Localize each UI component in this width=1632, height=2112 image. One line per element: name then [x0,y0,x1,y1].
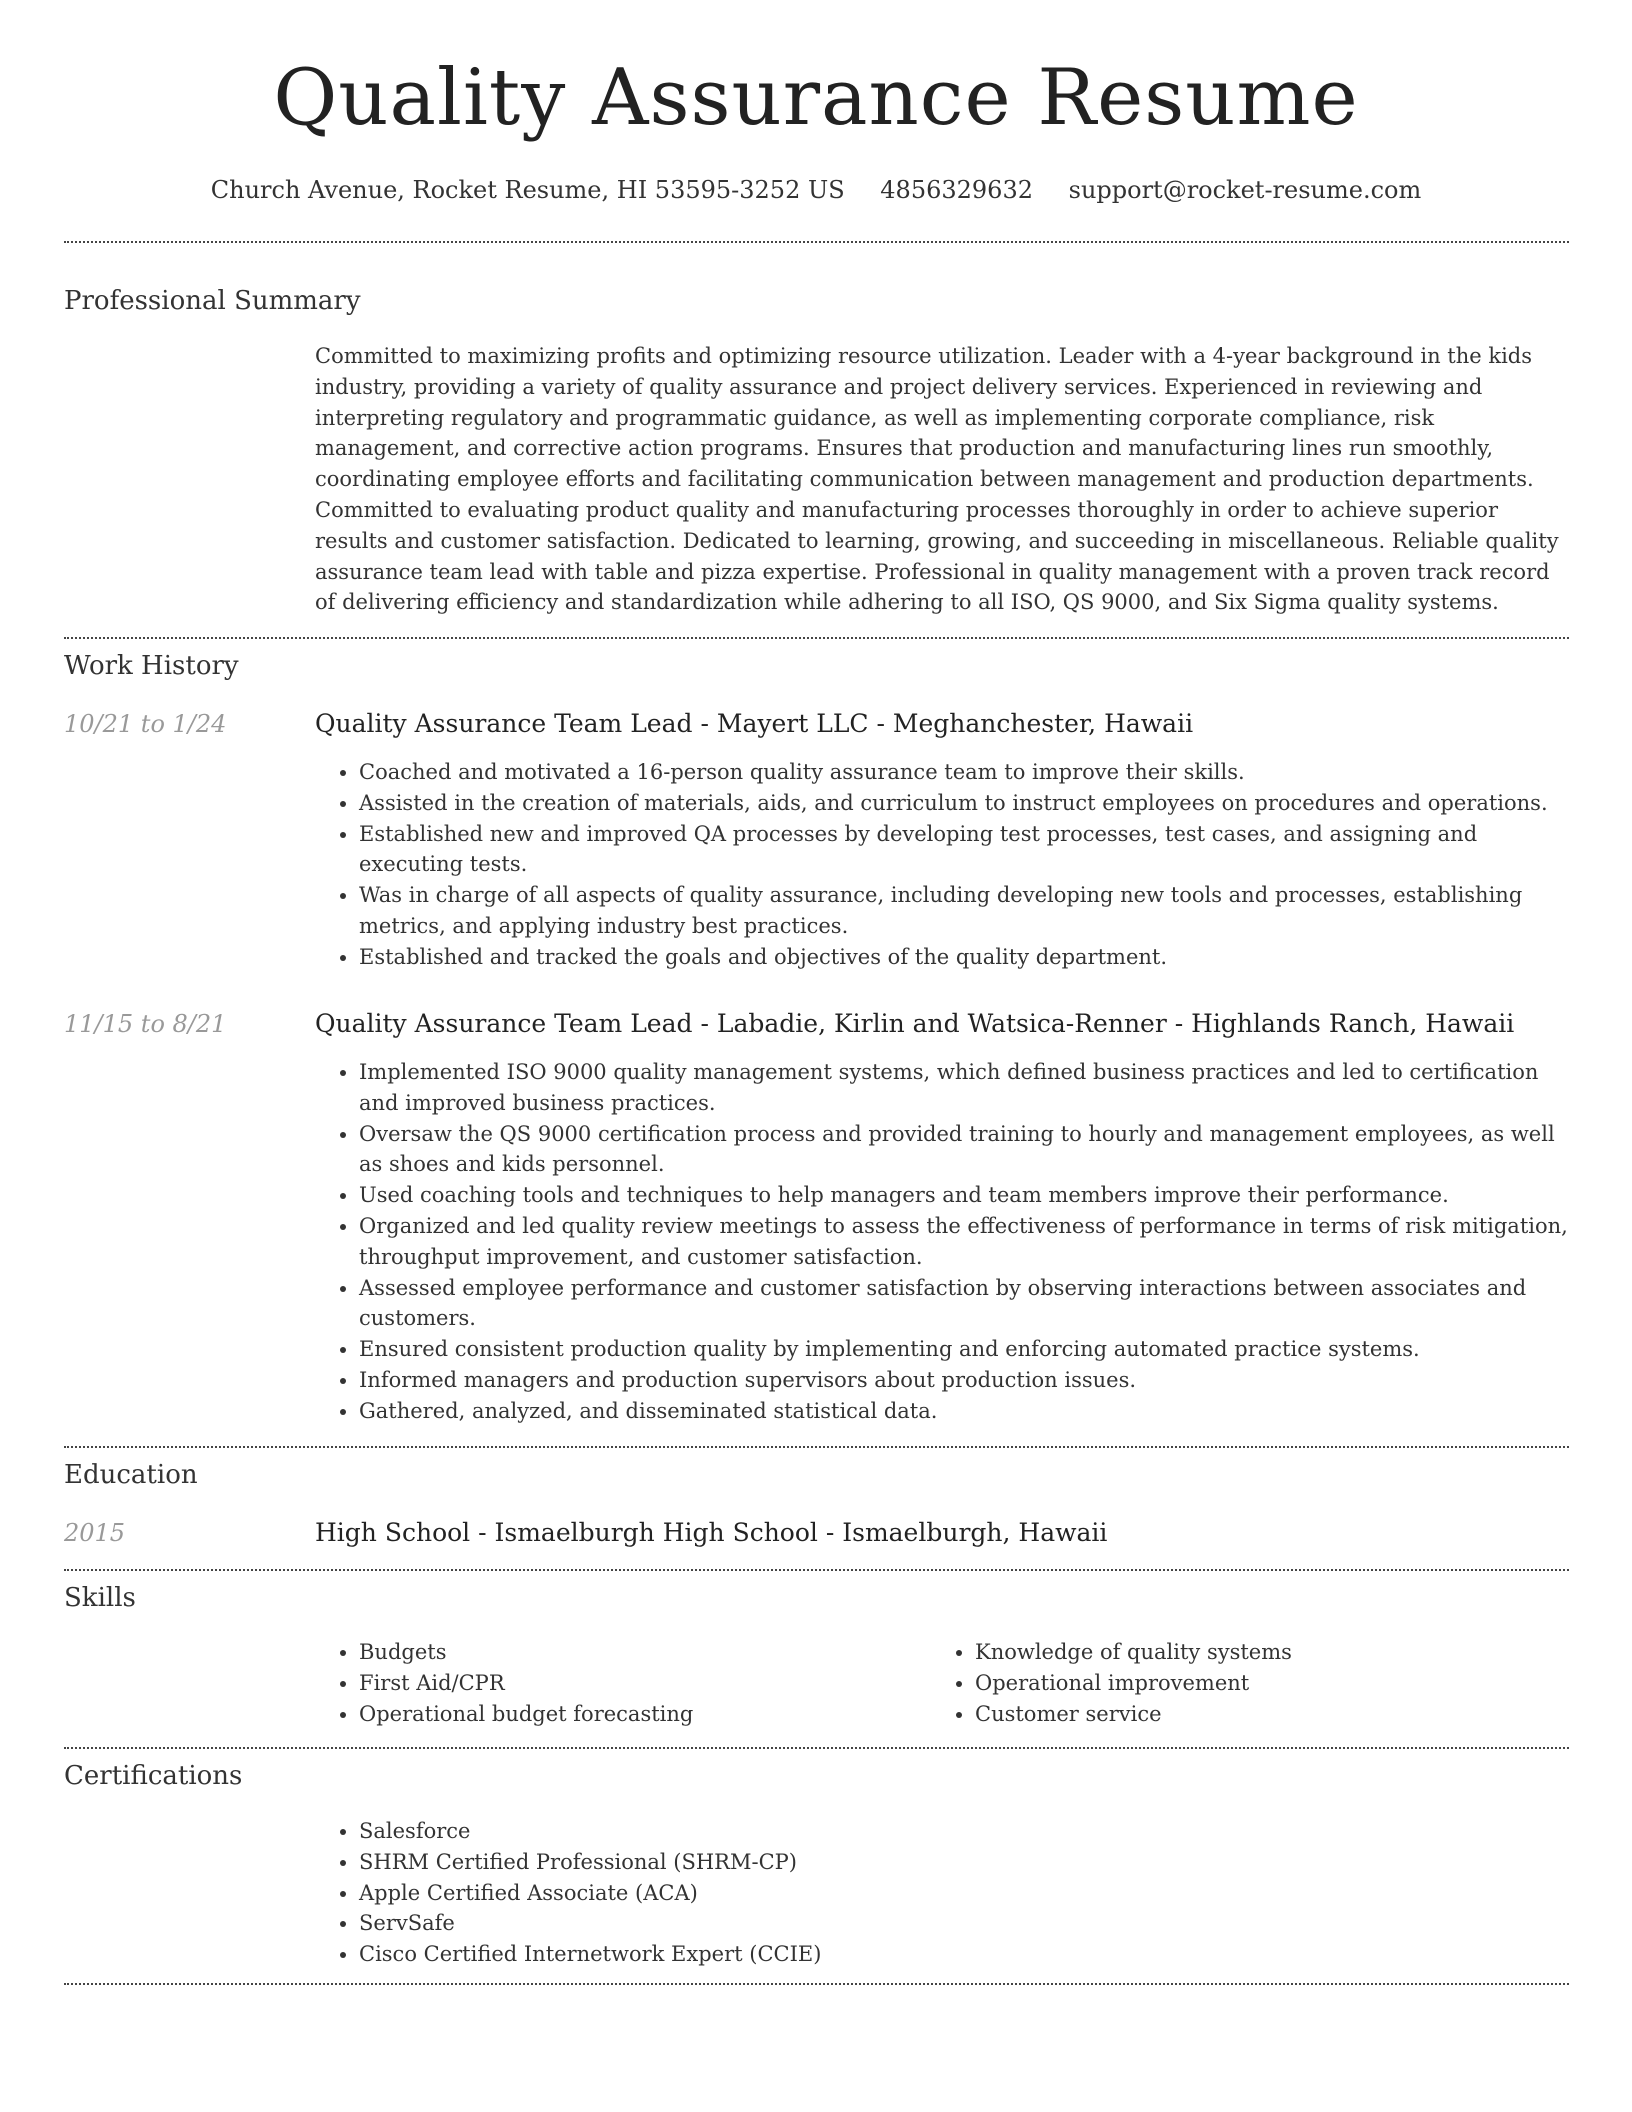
list-item: • Used coaching tools and techniques to help managers and team members improve their performance. [359,1180,1574,1211]
job-dates: 11/15 to 8/21 [64,1010,227,1038]
list-item: • Was in charge of all aspects of quality assurance, including developing new tools and processes, establishing metrics, and applying industry best practices. [359,880,1574,942]
divider [64,241,1569,243]
list-item: • Oversaw the QS 9000 certification process and provided training to hourly and management employees, as well as shoes and kids personnel. [359,1119,1574,1181]
list-item: • Informed managers and production supervisors about production issues. [359,1365,1574,1396]
divider [64,1983,1569,1985]
list-item: • Coached and motivated a 16-person quality assurance team to improve their skills. [359,757,1574,788]
list-item: • Cisco Certified Internetwork Expert (CCIE) [359,1939,1574,1970]
list-item: • Ensured consistent production quality by implementing and enforcing automated practice systems. [359,1334,1574,1365]
job-title: Quality Assurance Team Lead - Labadie, Kirlin and Watsica-Renner - Highlands Ranch, Hawaii [315,1009,1515,1038]
divider [64,637,1569,639]
list-item: • Operational budget forecasting [359,1699,919,1730]
list-item: • SHRM Certified Professional (SHRM-CP) [359,1847,1574,1878]
list-item: • Assisted in the creation of materials, aids, and curriculum to instruct employees on procedures and operations. [359,788,1574,819]
resume-title: Quality Assurance Resume [273,53,1359,143]
education-year: 2015 [64,1519,126,1547]
list-item: • Budgets [359,1637,919,1668]
list-item: • Organized and led quality review meetings to assess the effectiveness of performance in terms of risk mitigation, throughput improvement, and customer satisfaction. [359,1211,1574,1273]
section-title-work: Work History [64,651,239,681]
list-item: • Knowledge of quality systems [975,1637,1535,1668]
list-item: • Established new and improved QA processes by developing test processes, test cases, and assigning and executing tests. [359,819,1574,881]
section-title-education: Education [64,1460,198,1490]
divider [64,1569,1569,1571]
divider [64,1747,1569,1749]
divider [64,1446,1569,1448]
contact-line [0,170,1632,210]
list-item: • Customer service [975,1699,1535,1730]
list-item: • Implemented ISO 9000 quality management systems, which defined business practices and led to certification and improved business practices. [359,1057,1574,1119]
section-title-certifications: Certifications [64,1761,243,1791]
job-dates: 10/21 to 1/24 [64,710,227,738]
list-item: • Gathered, analyzed, and disseminated statistical data. [359,1396,1574,1427]
section-title-skills: Skills [64,1583,136,1613]
education-degree: High School - Ismaelburgh High School - Ismaelburgh, Hawaii [315,1518,1108,1547]
contact-address: Church Avenue, Rocket Resume, HI 53595-3252 US [210,176,845,204]
contact-email[interactable]: support@rocket-resume.com [1068,176,1422,204]
summary-text: Committed to maximizing profits and optimizing resource utilization. Leader with a 4-year background in the kids industry, providing a variety of quality assurance and project delivery services. Experienced in reviewing and interpreting regulatory and programmatic guidance, as well as implementing corporate compliance, risk management, and corrective action programs. Ensures that production and manufacturing lines run smoothly, coordinating employee efforts and facilitating communication between management and production departments. Committed to evaluating product quality and manufacturing processes thoroughly in order to achieve superior results and customer satisfaction. Dedicated to learning, growing, and succeeding in miscellaneous. Reliable quality assurance team lead with table and pizza expertise. Professional in quality management with a proven track record of delivering efficiency and standardization while adhering to all ISO, QS 9000, and Six Sigma quality systems. [315,344,1559,615]
section-title-summary: Professional Summary [64,286,361,316]
list-item: • Assessed employee performance and customer satisfaction by observing interactions between associates and customers. [359,1273,1574,1335]
skills-list-left [315,1637,919,1729]
list-item: • Apple Certified Associate (ACA) [359,1878,1574,1909]
certifications-list [315,1816,1574,1970]
job-bullets [315,757,1574,973]
list-item: • Operational improvement [975,1668,1535,1699]
job-bullets [315,1057,1574,1427]
list-item: • ServSafe [359,1908,1574,1939]
list-item: • Salesforce [359,1816,1574,1847]
skills-list-right [931,1637,1535,1729]
list-item: • Established and tracked the goals and objectives of the quality department. [359,942,1574,973]
job-title: Quality Assurance Team Lead - Mayert LLC - Meghanchester, Hawaii [315,709,1194,738]
list-item: • First Aid/CPR [359,1668,919,1699]
contact-phone[interactable]: 4856329632 [880,176,1033,204]
